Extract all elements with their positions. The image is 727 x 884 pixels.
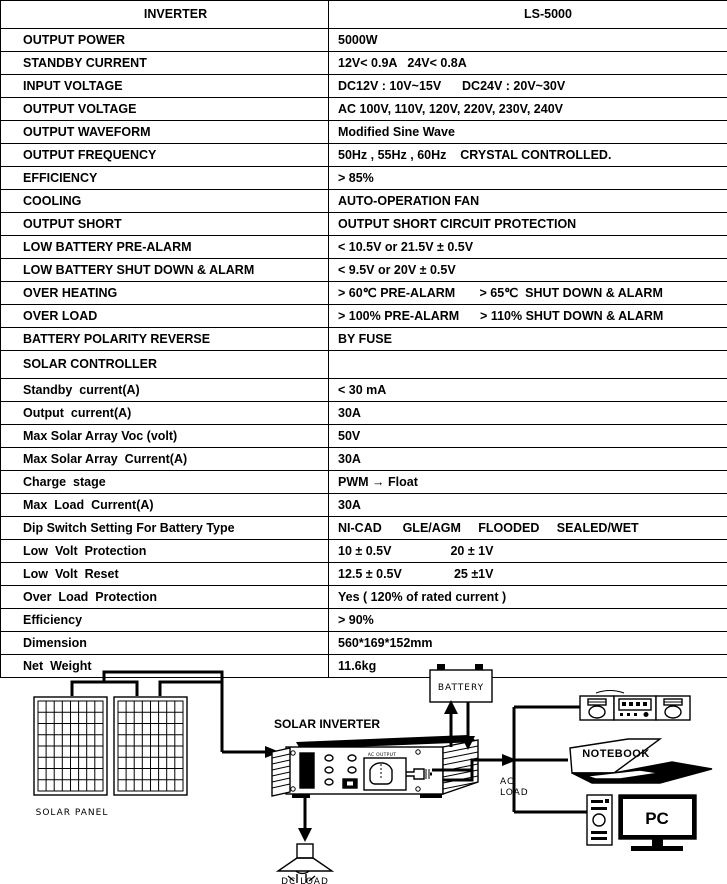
spec-value: > 60℃ PRE-ALARM > 65℃ SHUT DOWN & ALARM [329,282,727,305]
spec-label: Efficiency [1,609,329,632]
spec-row [1,609,727,632]
spec-value: Yes ( 120% of rated current ) [329,586,727,609]
spec-value: 50Hz , 55Hz , 60Hz CRYSTAL CONTROLLED. [329,144,727,167]
spec-label: INPUT VOLTAGE [1,75,329,98]
spec-row [1,540,727,563]
battery-device [430,664,492,702]
spec-value: 11.6kg [329,655,727,678]
spec-label: OUTPUT POWER [1,29,329,52]
spec-label: OVER LOAD [1,305,329,328]
spec-row [1,425,727,448]
spec-value: > 100% PRE-ALARM > 110% SHUT DOWN & ALARM [329,305,727,328]
spec-value: < 10.5V or 21.5V ± 0.5V [329,236,727,259]
solar-panel-left [34,697,107,795]
section-header-label: SOLAR CONTROLLER [1,351,329,379]
spec-row [1,167,727,190]
spec-value: Modified Sine Wave [329,121,727,144]
notebook-device [570,739,712,783]
spec-label: Max Solar Array Current(A) [1,448,329,471]
spec-row [1,379,727,402]
spec-value: > 85% [329,167,727,190]
spec-value: 5000W [329,29,727,52]
spec-row [1,305,727,328]
stereo-device [580,691,690,721]
spec-label: Max Load Current(A) [1,494,329,517]
wire-inverter-dc-load [298,798,312,842]
solar-panel-label: SOLAR PANEL [35,808,109,818]
spec-label: Charge stage [1,471,329,494]
svg-text:AC: AC [500,777,515,787]
spec-label: Standby current(A) [1,379,329,402]
notebook-label: NOTEBOOK [582,748,650,760]
spec-value: 10 ± 0.5V 20 ± 1V [329,540,727,563]
spec-value: < 30 mA [329,379,727,402]
battery-label: BATTERY [437,683,485,693]
spec-value: 30A [329,494,727,517]
spec-row [1,98,727,121]
spec-label: Max Solar Array Voc (volt) [1,425,329,448]
dc-load-lamp [278,844,332,884]
spec-row [1,52,727,75]
spec-row [1,494,727,517]
spec-value: 30A [329,448,727,471]
spec-value: NI-CAD GLE/AGM FLOODED SEALED/WET [329,517,727,540]
pc-label: PC [645,809,669,828]
spec-row [1,586,727,609]
spec-label: BATTERY POLARITY REVERSE [1,328,329,351]
spec-row [1,328,727,351]
spec-value: 30A [329,402,727,425]
spec-value: 12V< 0.9A 24V< 0.8A [329,52,727,75]
spec-row [1,29,727,52]
spec-row [1,563,727,586]
spec-label: Dip Switch Setting For Battery Type [1,517,329,540]
svg-text:LOAD: LOAD [500,788,529,798]
section-header-row [1,1,727,29]
spec-row [1,471,727,494]
spec-value: AC 100V, 110V, 120V, 220V, 230V, 240V [329,98,727,121]
spec-row [1,448,727,471]
section-header-row [1,351,727,379]
dc-load-label: DC LOAD [281,877,329,884]
section-header-value: LS-5000 [329,1,727,29]
spec-value: OUTPUT SHORT CIRCUIT PROTECTION [329,213,727,236]
spec-value: < 9.5V or 20V ± 0.5V [329,259,727,282]
solar-inverter-label: SOLAR INVERTER [274,717,381,731]
spec-row [1,121,727,144]
spec-value: BY FUSE [329,328,727,351]
spec-label: LOW BATTERY SHUT DOWN & ALARM [1,259,329,282]
spec-label: Over Load Protection [1,586,329,609]
pc-device [587,795,696,851]
spec-label: OUTPUT WAVEFORM [1,121,329,144]
spec-label: Output current(A) [1,402,329,425]
spec-label: OUTPUT VOLTAGE [1,98,329,121]
spec-row [1,213,727,236]
spec-label: OUTPUT FREQUENCY [1,144,329,167]
ac-output-label: AC OUTPUT [367,753,397,758]
spec-label: Low Volt Protection [1,540,329,563]
spec-row [1,75,727,98]
spec-label: STANDBY CURRENT [1,52,329,75]
spec-value: 12.5 ± 0.5V 25 ±1V [329,563,727,586]
spec-value: AUTO-OPERATION FAN [329,190,727,213]
spec-value: 560*169*152mm [329,632,727,655]
spec-row [1,144,727,167]
solar-panel-right [114,697,187,795]
spec-row [1,259,727,282]
spec-row [1,236,727,259]
spec-label: Dimension [1,632,329,655]
inverter-device [272,735,478,798]
spec-label: OVER HEATING [1,282,329,305]
spec-label: LOW BATTERY PRE-ALARM [1,236,329,259]
spec-label: Net Weight [1,655,329,678]
spec-label: EFFICIENCY [1,167,329,190]
spec-value: DC12V : 10V~15V DC24V : 20V~30V [329,75,727,98]
section-header-label: INVERTER [1,1,329,29]
spec-row [1,282,727,305]
spec-value: PWM → Float [329,471,727,494]
section-header-value [329,351,727,379]
spec-value: > 90% [329,609,727,632]
spec-label: OUTPUT SHORT [1,213,329,236]
spec-row [1,190,727,213]
spec-label: Low Volt Reset [1,563,329,586]
spec-row [1,517,727,540]
spec-row [1,402,727,425]
spec-value: 50V [329,425,727,448]
spec-label: COOLING [1,190,329,213]
system-wiring-diagram [0,652,727,884]
